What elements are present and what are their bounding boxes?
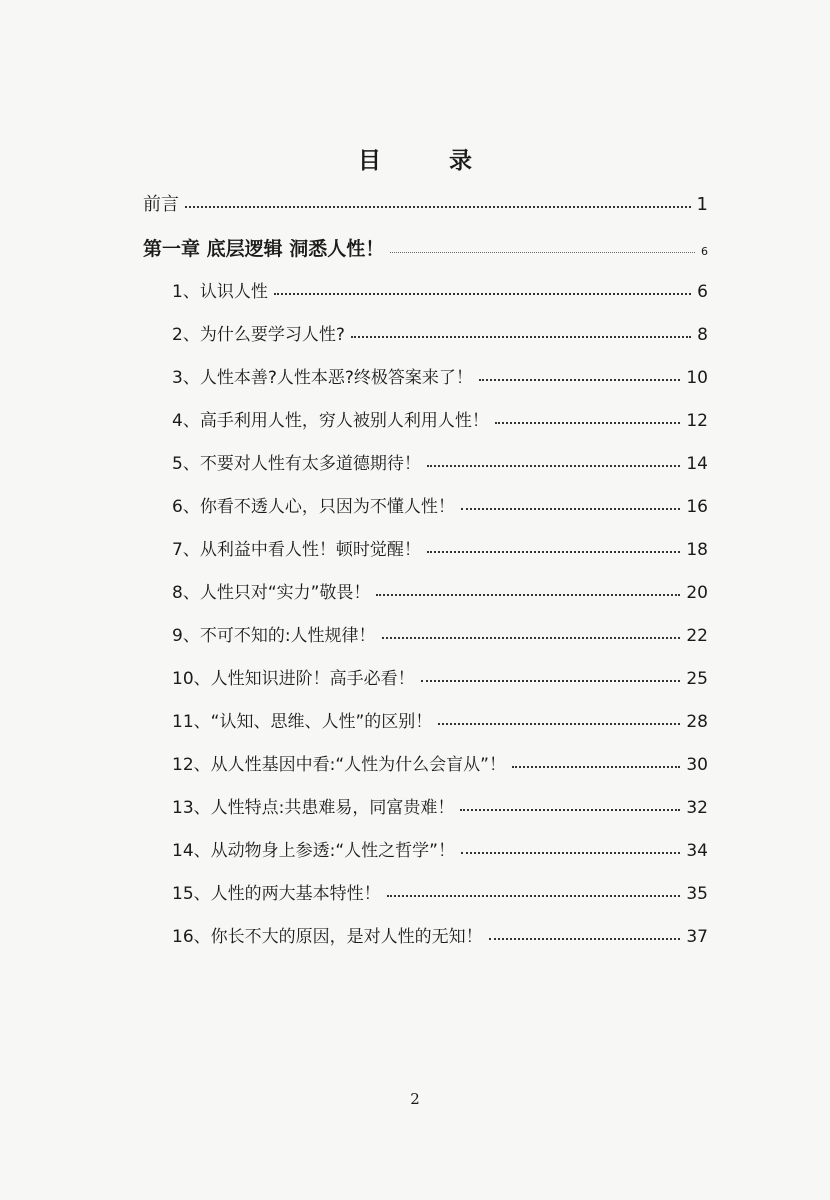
toc-item-page: 12: [686, 411, 708, 431]
toc-item: [172, 621, 708, 646]
toc-item-label: 2、为什么要学习人性?: [172, 325, 345, 345]
dot-leader: [382, 637, 681, 639]
dot-leader: [461, 508, 681, 510]
toc-item: [172, 363, 708, 388]
toc-item-label: 8、人性只对“实力”敬畏！: [172, 583, 371, 603]
toc-item: [172, 406, 708, 431]
dot-leader: [421, 680, 681, 682]
toc-title: 目 录: [357, 148, 502, 174]
dot-leader: [460, 809, 680, 811]
dot-leader: [274, 293, 691, 295]
page-number: 2: [410, 1090, 420, 1108]
toc-entry-page: 1: [696, 194, 708, 215]
toc-item-label: 5、不要对人性有太多道德期待！: [172, 454, 421, 474]
toc-item-label: 16、你长不大的原因，是对人性的无知！: [172, 927, 483, 947]
toc-item-page: 30: [686, 755, 708, 775]
toc-item-label: 14、从动物身上参透:“人性之哲学”！: [172, 841, 455, 861]
toc-entry-label: 前言: [143, 194, 179, 215]
toc-item-page: 8: [697, 325, 708, 345]
toc-item: [172, 535, 708, 560]
toc-item-label: 10、人性知识进阶！高手必看！: [172, 669, 415, 689]
dot-leader: [479, 379, 680, 381]
toc-item-page: 10: [686, 368, 708, 388]
toc-item: [172, 492, 708, 517]
toc-item: [172, 750, 708, 775]
dot-leader: [427, 465, 681, 467]
toc-item-page: 6: [697, 282, 708, 302]
dot-leader: [438, 723, 680, 725]
toc-item: [172, 793, 708, 818]
toc-preface-entry: [143, 190, 708, 216]
toc-item-page: 35: [686, 884, 708, 904]
dot-leader: [387, 895, 681, 897]
toc-item-label: 9、不可不知的:人性规律！: [172, 626, 376, 646]
toc-item: [172, 449, 708, 474]
toc-entry-page: 6: [701, 245, 708, 258]
toc-item-page: 20: [686, 583, 708, 603]
toc-item-page: 16: [686, 497, 708, 517]
chapter-heading: 第一章 底层逻辑 洞悉人性！: [143, 238, 385, 260]
dot-leader: [376, 594, 680, 596]
toc-item: [172, 707, 708, 732]
toc-item-page: 37: [686, 927, 708, 947]
dot-leader: [512, 766, 680, 768]
toc-item: [172, 664, 708, 689]
toc-item-label: 1、认识人性: [172, 282, 268, 302]
toc-item-label: 6、你看不透人心，只因为不懂人性！: [172, 497, 455, 517]
toc-item: [172, 836, 708, 861]
toc-item-label: 4、高手利用人性，穷人被别人利用人性！: [172, 411, 489, 431]
toc-item-page: 28: [686, 712, 708, 732]
dot-leader: [351, 336, 691, 338]
dot-leader: [495, 422, 681, 424]
dot-leader: [461, 852, 680, 854]
toc-item-label: 3、人性本善?人性本恶?终极答案来了！: [172, 368, 473, 388]
toc-item-page: 32: [686, 798, 708, 818]
toc-item-label: 12、从人性基因中看:“人性为什么会盲从”！: [172, 755, 506, 775]
toc-item-page: 22: [686, 626, 708, 646]
dot-leader: [185, 206, 691, 208]
dot-leader: [390, 252, 695, 253]
toc-chapter-entry: [143, 234, 708, 261]
toc-item-label: 7、从利益中看人性！顿时觉醒！: [172, 540, 421, 560]
dot-leader: [489, 938, 681, 940]
toc-item: [172, 922, 708, 947]
toc-item-label: 13、人性特点:共患难易，同富贵难！: [172, 798, 455, 818]
toc-item-label: 15、人性的两大基本特性！: [172, 884, 381, 904]
toc-item-label: 11、“认知、思维、人性”的区别！: [172, 712, 433, 732]
toc-item-page: 25: [686, 669, 708, 689]
toc-item-page: 18: [686, 540, 708, 560]
toc-item-page: 34: [686, 841, 708, 861]
toc-item: [172, 277, 708, 302]
dot-leader: [427, 551, 681, 553]
toc-item-page: 14: [686, 454, 708, 474]
toc-item: [172, 320, 708, 345]
toc-item: [172, 879, 708, 904]
toc-item: [172, 578, 708, 603]
